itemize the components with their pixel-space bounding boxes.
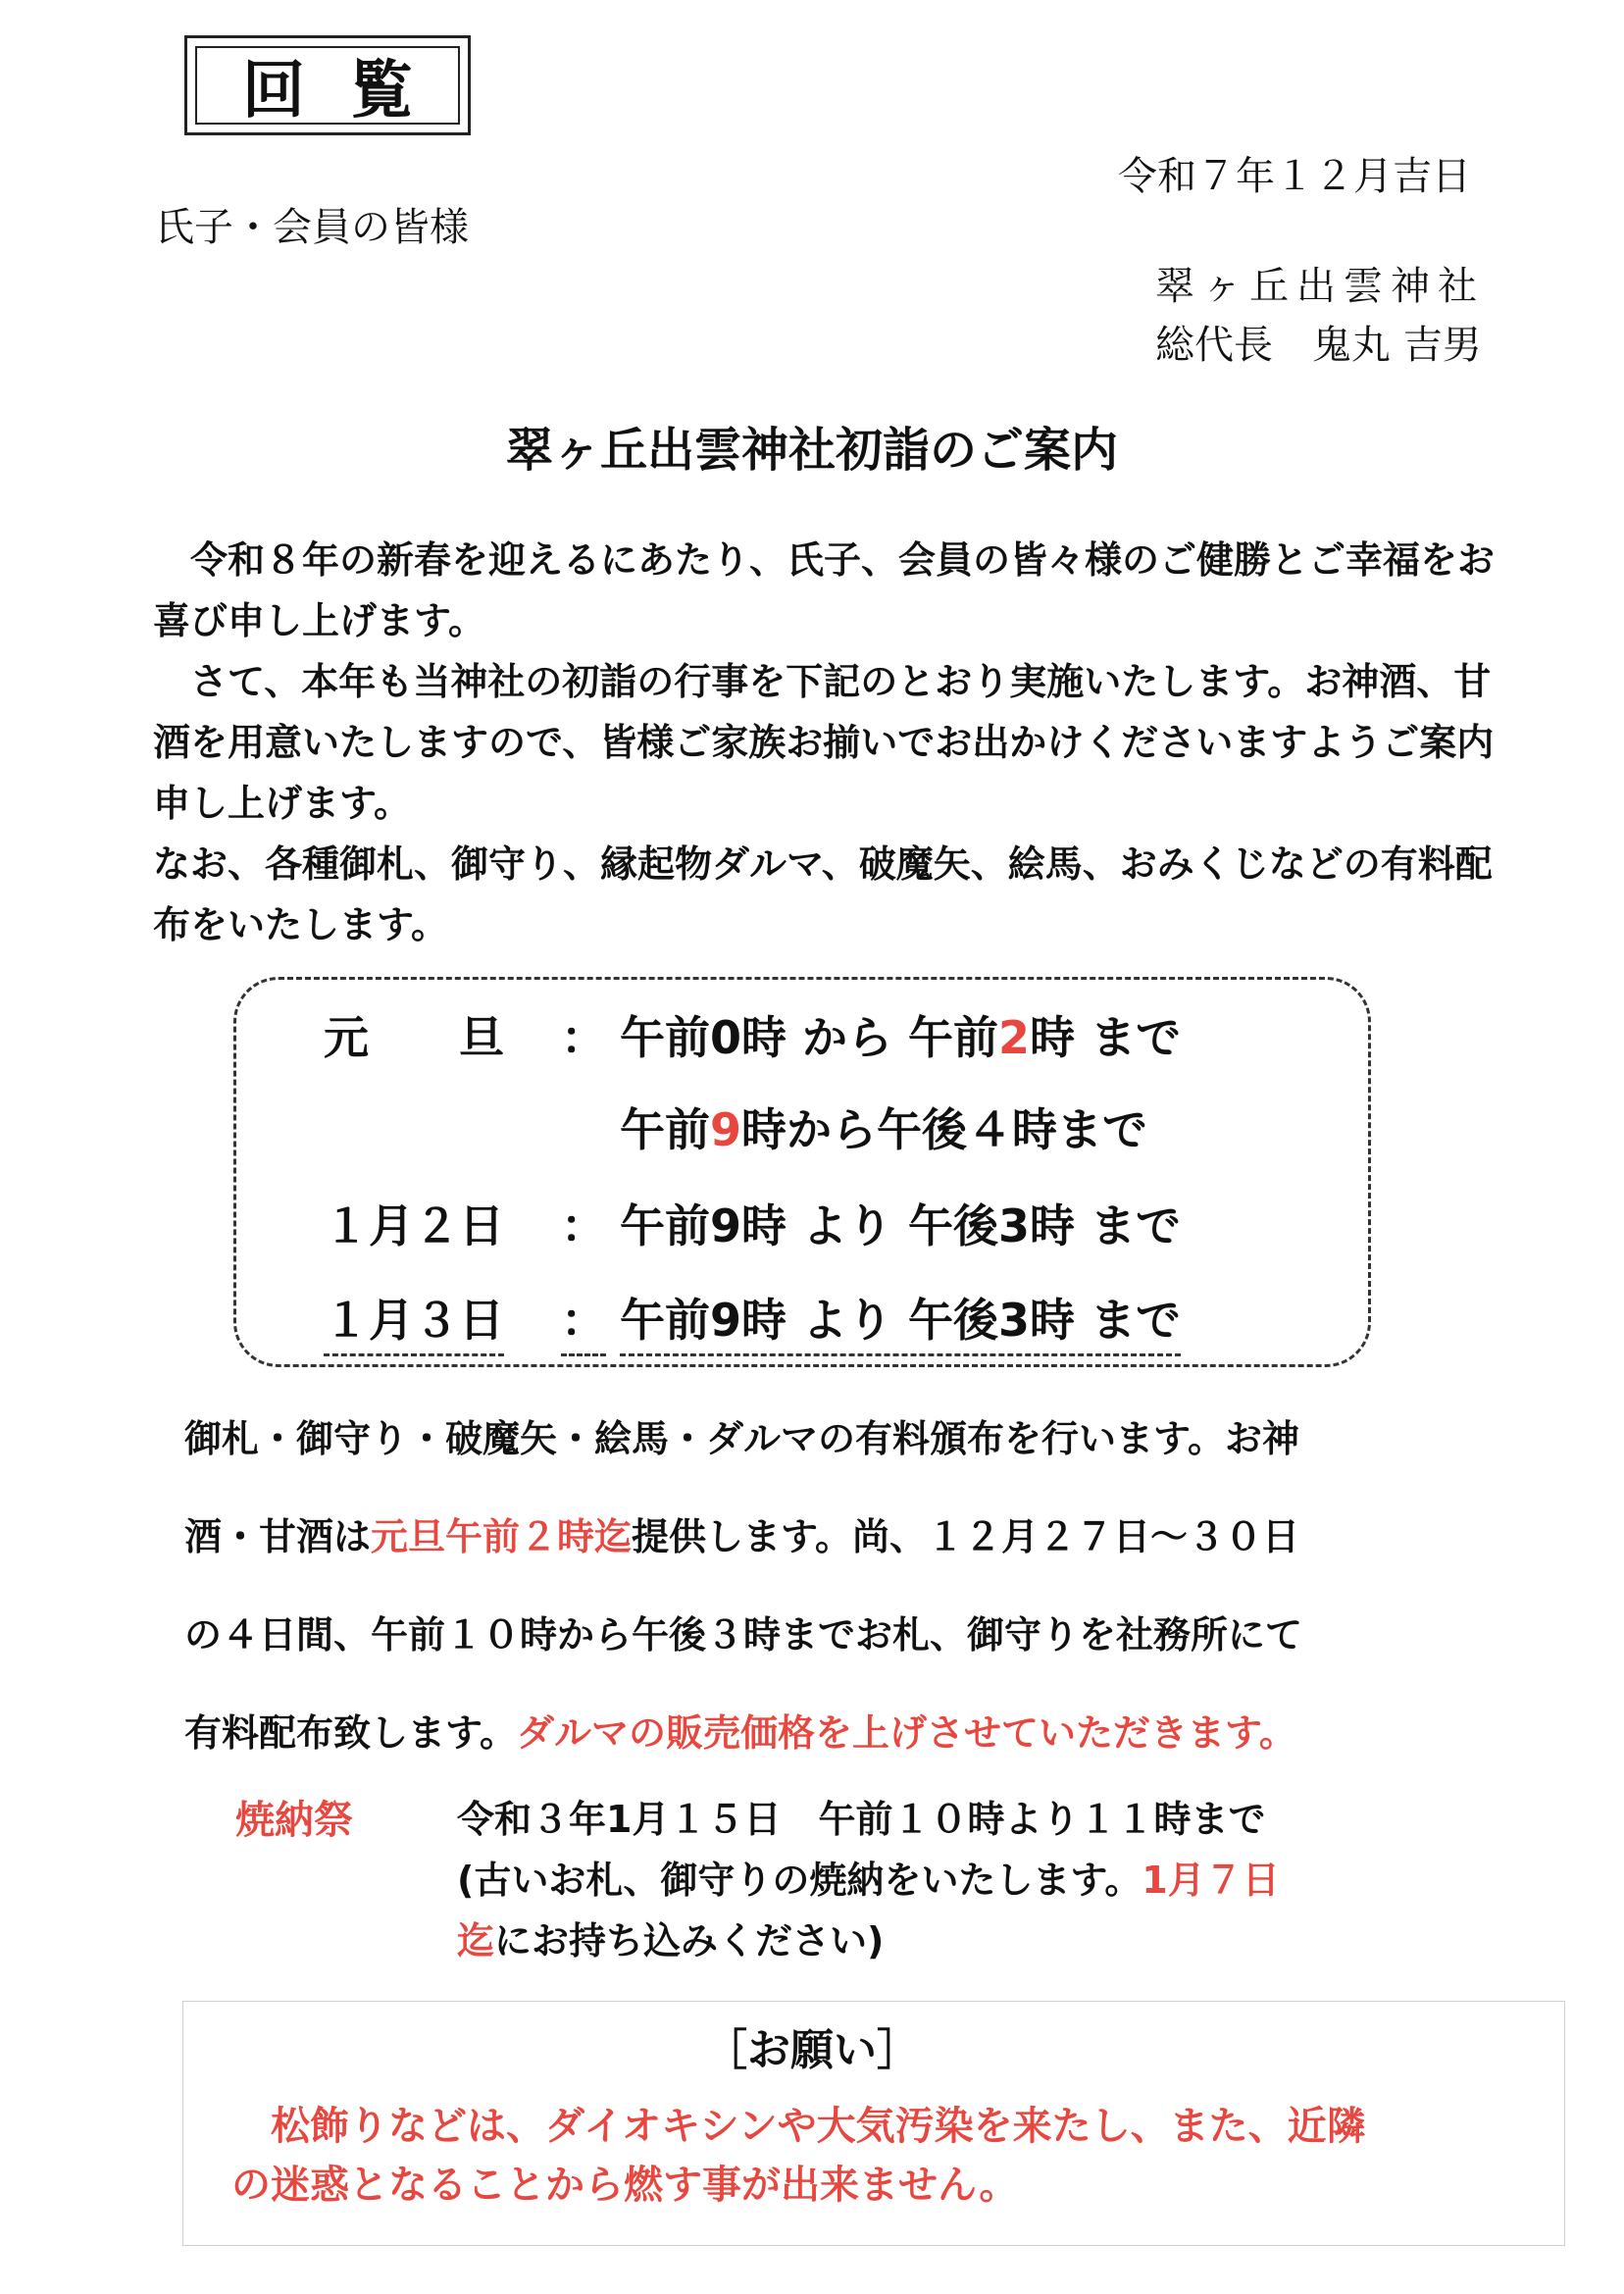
issue-date: 令和７年１２月吉日 [1118, 154, 1471, 199]
schedule-colon: ： [561, 1285, 606, 1356]
body-text [153, 530, 1506, 955]
request-line-1: 松飾りなどは、ダイオキシンや大気汚染を来たし、また、近隣 [271, 2104, 1366, 2149]
burning-ceremony-line-2: (古いお札、御守りの焼納をいたします。1月７日 [457, 1859, 1280, 1902]
page-title: 翠ヶ丘出雲神社初詣のご案内 [505, 423, 1118, 478]
representative-name: 総代長 鬼丸 吉男 [1155, 323, 1482, 368]
body-paragraph-2: さて、本年も当神社の初詣の行事を下記のとおり実施いたします。お神酒、甘酒を用意いたしますので、皆様ご家族お揃いでお出かけくださいますようご案内申し上げます。 [153, 660, 1495, 825]
notice-line-2: 酒・甘酒は元旦午前２時迄提供します。尚、１２月２７日～３０日 [184, 1515, 1299, 1558]
notice-highlight: 元旦午前２時迄 [371, 1515, 633, 1558]
schedule-time: 午前9時 より 午後3時 まで [620, 1285, 1181, 1356]
request-heading: ［お願い］ [704, 2025, 920, 2075]
notice-line-3: の４日間、午前１０時から午後３時までお札、御守りを社務所にて [184, 1613, 1303, 1657]
circulation-stamp-box [184, 35, 471, 135]
notice-price-warning: ダルマの販売価格を上げさせていただきます。 [516, 1711, 1296, 1755]
circulation-label: 回覧 [195, 46, 460, 125]
schedule-colon: ： [561, 1011, 606, 1064]
burning-ceremony-line-1: 令和３年1月１５日 午前１０時より１１時まで [457, 1798, 1266, 1841]
body-paragraph-3: なお、各種御札、御守り、縁起物ダルマ、破魔矢、絵馬、おみくじなどの有料配布をいたします。 [153, 842, 1493, 946]
body-paragraph-1: 令和８年の新春を迎えるにあたり、氏子、会員の皆々様のご健勝とご幸福をお喜び申し上げます。 [153, 538, 1496, 642]
schedule-day-label: 元 旦 [324, 1011, 504, 1064]
schedule-colon: ： [561, 1199, 606, 1252]
recipient: 氏子・会員の皆様 [155, 205, 469, 250]
burning-ceremony-line-3: 迄にお持ち込みください) [457, 1919, 885, 1963]
notice-line-4: 有料配布致します。ダルマの販売価格を上げさせていただきます。 [184, 1711, 1296, 1755]
organization-name: 翠ヶ丘出雲神社 [1155, 264, 1485, 309]
schedule-time: 午前9時から午後４時まで [620, 1103, 1148, 1156]
schedule-time: 午前0時 から 午前2時 まで [620, 1011, 1182, 1064]
request-line-2: の迷惑となることから燃す事が出来ません。 [231, 2163, 1019, 2208]
notice-line-1: 御札・御守り・破魔矢・絵馬・ダルマの有料頒布を行います。お神 [184, 1417, 1299, 1460]
schedule-day-label: １月２日 [324, 1199, 504, 1252]
burning-ceremony-label: 焼納祭 [235, 1798, 353, 1843]
schedule-time: 午前9時 より 午後3時 まで [620, 1199, 1182, 1252]
schedule-day-label: １月３日 [324, 1285, 504, 1356]
